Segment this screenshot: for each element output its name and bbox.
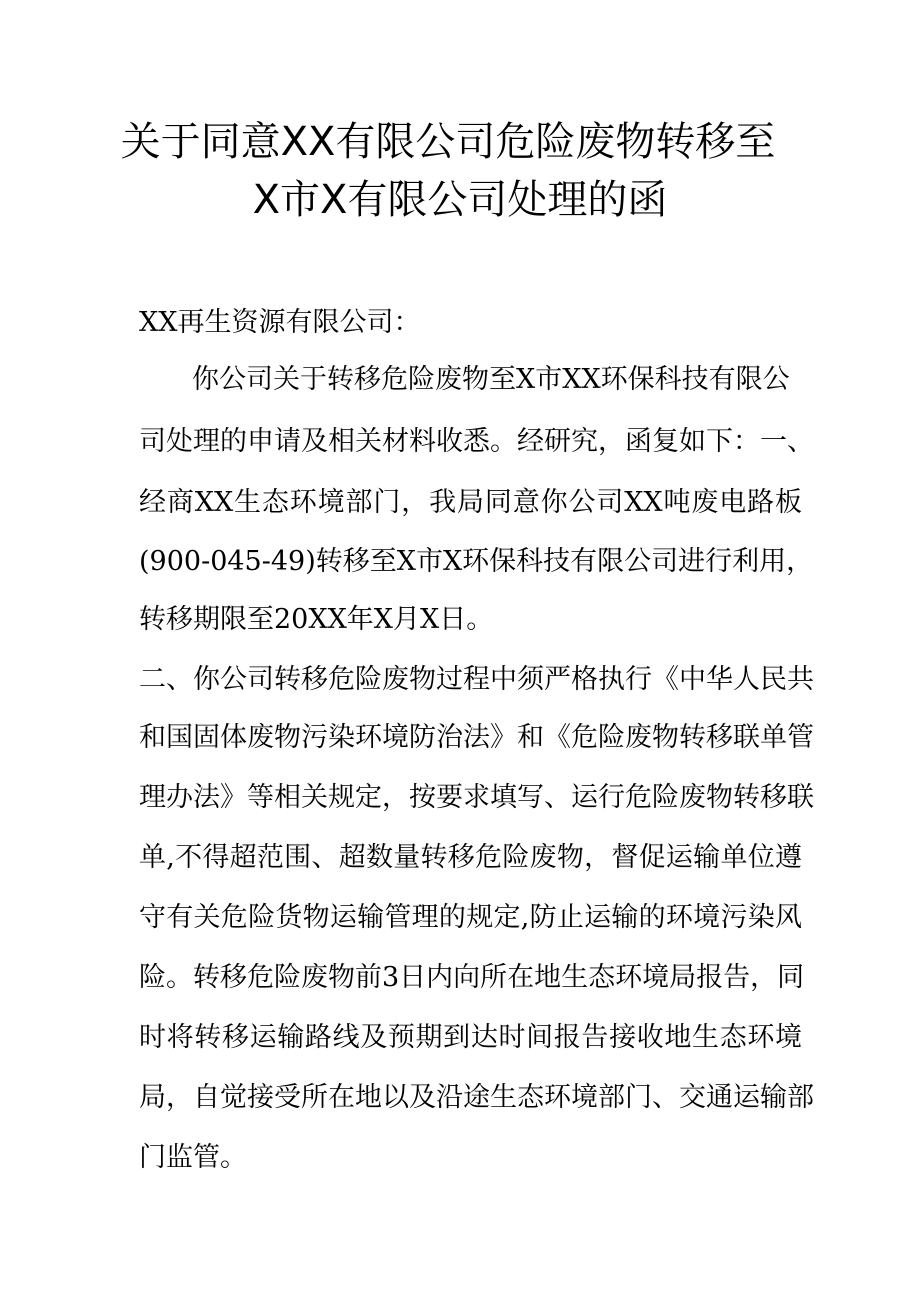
- body-line-3: 经商XX生态环境部门，我局同意你公司XX吨废电路板: [139, 487, 802, 518]
- body-line-1: 你公司关于转移危险废物至X市XX环保科技有限公: [192, 364, 790, 395]
- body-line-12: 时将转移运输路线及预期到达时间报告接收地生态环境: [139, 1022, 802, 1053]
- body-line-4: (900-045-49)转移至X市X环保科技有限公司进行利用，: [139, 546, 814, 577]
- salutation: XX再生资源有限公司：: [139, 307, 421, 338]
- body-line-10: 守有关危险货物运输管理的规定,防止运输的环境污染风: [139, 902, 802, 933]
- body-line-7: 和国固体废物污染环境防治法》和《危险废物转移联单管: [139, 722, 814, 753]
- body-line-13: 局，自觉接受所在地以及沿途生态环境部门、交通运输部: [139, 1082, 814, 1113]
- body-line-5: 转移期限至20XX年X月X日。: [139, 604, 494, 635]
- body-line-6: 二、你公司转移危险废物过程中须严格执行《中华人民共: [139, 664, 814, 695]
- body-line-11: 险。转移危险废物前3日内向所在地生态环境局报告，同: [139, 962, 805, 993]
- body-line-9: 单,不得超范围、超数量转移危险废物，督促运输单位遵: [139, 842, 802, 873]
- body-line-2: 司处理的申请及相关材料收悉。经研究，函复如下：一、: [139, 426, 814, 457]
- document-title-line-2: X市X有限公司处理的函: [252, 177, 668, 223]
- document-title-line-1: 关于同意XX有限公司危险废物转移至: [120, 119, 776, 165]
- body-line-14: 门监管。: [139, 1142, 247, 1173]
- body-line-8: 理办法》等相关规定，按要求填写、运行危险废物转移联: [139, 782, 814, 813]
